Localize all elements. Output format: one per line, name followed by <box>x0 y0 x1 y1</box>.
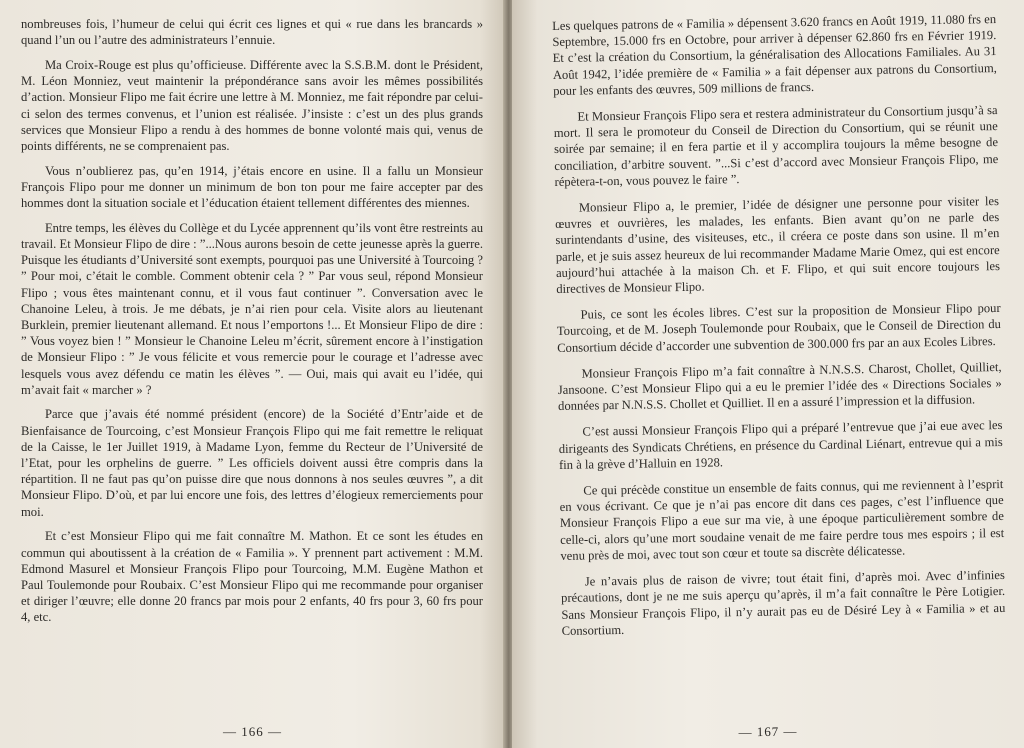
right-page-text <box>552 11 1006 639</box>
paragraph: Et c’est Monsieur Flipo qui me fait connaître M. Mathon. Et ce sont les études en commun qui aboutissent à la création de « Familia ». Y prennent part activement : M.M. Edmond Masurel et Monsieur François Flipo pour Tourcoing, M.M. Eugène Mathon et Paul Toulemonde pour Roubaix. C’est Monsieur Flipo qui me recommande pour organiser et diriger l’œuvre; elle donne 20 francs par mois pour 2 enfants, 40 frs pour 3, 60 frs pour 4, etc. <box>21 529 483 625</box>
paragraph: Parce que j’avais été nommé président (encore) de la Société d’Entr’aide et de Bienfaisance de Tourcoing, c’est Monsieur François Flipo qui me fait remettre le reliquat de la Caisse, le 1er Juillet 1919, à Madame Lyon, femme du Recteur de l’Université de l’Etat, pour les orphelins de guerre. ” Les officiels doivent aussi être compris dans la répartition. Il ne faut pas qu’on puisse dire que nous donnons à nos seules œuvres ”, a dit Monsieur Flipo. D’où, et par lui encore une fois, des lettres d’élogieux remerciements pour moi. <box>21 407 483 519</box>
paragraph: Puis, ce sont les écoles libres. C’est sur la proposition de Monsieur Flipo pour Tourcoing, et de M. Joseph Toulemonde pour Roubaix, que le Conseil de Direction du Consortium décide d’accorder une subvention de 300.000 frs par an aux Ecoles Libres. <box>556 301 1001 355</box>
paragraph: Et Monsieur François Flipo sera et restera administrateur du Consortium jusqu’à sa mort. Il sera le promoteur du Conseil de Direction du Consortium, qui se réunit une soirée par semaine; il en fera partie et il y accomplira toujours la même besogne de conciliation, d’arbitre souvent. ”...Si c’est d’accord avec Monsieur François Flipo, me répètera-t-on, vous pouvez le faire ”. <box>553 103 999 189</box>
paragraph: nombreuses fois, l’humeur de celui qui écrit ces lignes et qui « rue dans les brancards » quand l’un ou l’autre des administrateurs l’ennuie. <box>21 17 483 48</box>
left-page-text <box>21 16 483 626</box>
paragraph: Ce qui précède constitue un ensemble de faits connus, qui me reviennent à l’esprit en vous écrivant. Ce que je n’ai pas encore dit dans ces pages, c’est l’influence que Monsieur François Flipo a eue sur ma vie, à une époque particulièrement sombre de celle-ci, alors qu’une mort soudaine venait de me faire perdre tous mes espoirs ; il est venu près de moi, avec tout son cœur et toute sa discrète délicatesse. <box>559 477 1005 563</box>
paragraph: Les quelques patrons de « Familia » dépensent 3.620 francs en Août 1919, 11.080 frs en Septembre, 15.000 frs en Octobre, pour arriver à dépenser 62.860 frs en Février 1919. Et c’est la création du Consortium, la généralisation des Allocations Familiales. Au 31 Août 1942, l’idée première de « Familia » a fait dépenser aux patrons du Consortium, pour les enfants des œuvres, 509 millions de francs. <box>552 12 997 98</box>
right-page <box>512 0 1024 748</box>
paragraph: Je n’avais plus de raison de vivre; tout était fini, d’après moi. Avec d’infinies précautions, dont je ne me suis aperçu qu’après, il m’a fait connaître le Père Lotigier. Sans Monsieur François Flipo, il n’y aurait pas eu de Désiré Ley à « Familia » et au Consortium. <box>561 568 1006 638</box>
paragraph: Monsieur Flipo a, le premier, l’idée de désigner une personne pour visiter les œuvres et ouvrières, les malades, les enfants. Bien avant qu’on ne parle des surintendants d’usine, des visiteuses, etc., il créera ce poste dans son usine. Il m’en parle, et je suis assez heureux de lui recommander Madame Marie Omez, qui est encore aujourd’hui attachée à la maison Ch. et F. Flipo, et qui suit encore toujours les directives de Monsieur Flipo. <box>555 194 1001 297</box>
left-page <box>0 0 505 748</box>
page-number: — 167 — <box>738 723 798 740</box>
paragraph: Entre temps, les élèves du Collège et du Lycée apprennent qu’ils vont être restreints au travail. Et Monsieur Flipo de dire : ”...Nous aurons besoin de cette jeunesse après la guerre. Puisque les étudiants d’Université sont exempts, pourquoi pas une Université à Tourcoing ? ” Pour moi, c’était le comble. Comment obtenir cela ? ” Par vous seul, répond Monsieur Flipo ; vous êtes maintenant connu, et il vous faut continuer ”. Conversation avec le Chanoine Leleu, à trois. Je me débats, je n’ai rien pour cela. Visite alors au lieutenant Burklein, premier lieutenant allemand. Et nous l’emportons !... Et Monsieur Flipo de dire : ” Vous voyez bien ! ” Monsieur le Chanoine Leleu m’écrit, sûrement encore à l’instigation de Monsieur Flipo : ” Je vous félicite et vous remercie pour le courage et l’adresse avec lesquels vous avez défendu ce matin les élèves ”. — Oui, mais qui avait eu l’idée, qui m’avait fait « marcher » ? <box>21 220 483 397</box>
paragraph: C’est aussi Monsieur François Flipo qui a préparé l’entrevue que j’ai eue avec les dirigeants des Syndicats Chrétiens, en présence du Cardinal Liénart, entrevue qui a mis fin à la grève d’Halluin en 1928. <box>558 418 1003 472</box>
paragraph: Ma Croix-Rouge est plus qu’officieuse. Différente avec la S.S.B.M. dont le Président, M. Léon Monniez, veut maintenir la prépondérance sans avoir les mêmes possibilités d’action. Monsieur Flipo me fait écrire une lettre à M. Monniez, me fait répondre par celui-ci selon des termes convenus, et l’union est réalisée. J’insiste : c’est un des plus grands services que Monsieur Flipo a rendu à des hommes de bonne volonté mais qui, venus de points différents, ne se comprenaient pas. <box>21 57 483 153</box>
page-number: — 166 — <box>223 724 282 739</box>
paragraph: Monsieur François Flipo m’a fait connaître à N.N.S.S. Charost, Chollet, Quilliet, Jansoone. C’est Monsieur Flipo qui a eu le premier l’idée des « Directions Sociales » données par N.N.S.S. Chollet et Quilliet. Il en a assuré l’impression et la diffusion. <box>557 359 1002 414</box>
paragraph: Vous n’oublierez pas, qu’en 1914, j’étais encore en usine. Il a fallu un Monsieur François Flipo pour me donner un minimum de bon ton pour me faire accepter par des hommes dont la situation sociale et l’éducation étaient tellement différentes des miennes. <box>21 163 483 211</box>
